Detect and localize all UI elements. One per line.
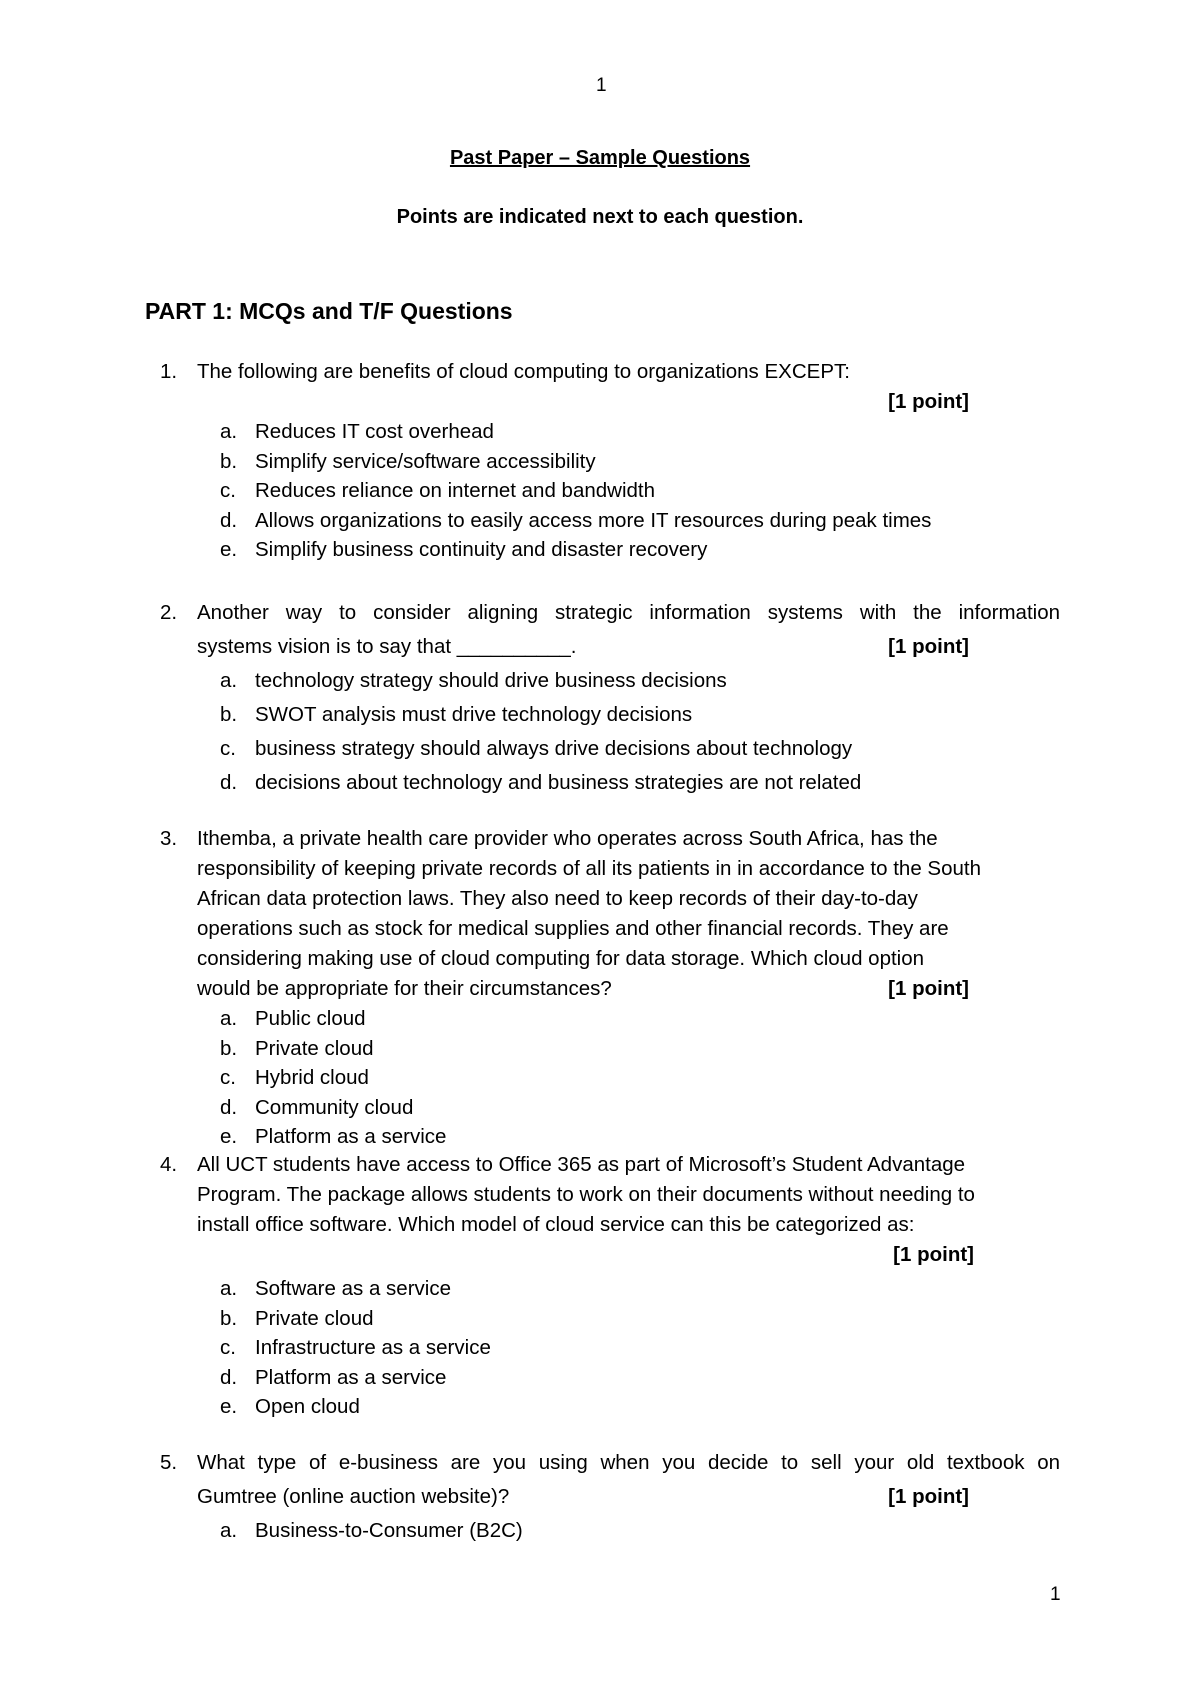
question-2: [160, 596, 1060, 800]
option-item: e. Platform as a service: [220, 1125, 447, 1148]
question-5: [160, 1446, 1060, 1548]
question-number: 3.: [160, 827, 178, 850]
option-item: c. Infrastructure as a service: [220, 1336, 491, 1359]
question-points: [1 point]: [888, 977, 969, 1000]
option-list: [160, 417, 1060, 565]
option-list: [160, 1270, 1060, 1422]
option-item: b. Private cloud: [220, 1306, 374, 1330]
paper-subtitle: Points are indicated next to each question.: [396, 206, 804, 228]
question-1: [160, 357, 1060, 565]
question-points: [1 point]: [888, 635, 969, 658]
question-3: [160, 824, 1060, 1152]
question-line: operations such as stock for medical supplies and other financial records. They are: [197, 917, 949, 940]
question-line: Ithemba, a private health care provider who operates across South Africa, has the: [197, 827, 938, 850]
option-item: e. Open cloud: [220, 1395, 360, 1418]
question-4: [160, 1150, 1060, 1422]
option-item: c. Hybrid cloud: [220, 1066, 369, 1089]
question-points: [1 point]: [893, 1243, 974, 1266]
option-list: [160, 1514, 1060, 1548]
option-list: [160, 664, 1060, 800]
question-points: [1 point]: [888, 1485, 969, 1508]
option-item: d. decisions about technology and business strategies are not related: [220, 771, 862, 794]
option-item: b. SWOT analysis must drive technology decisions: [220, 703, 693, 726]
option-item: d. Platform as a service: [220, 1365, 447, 1389]
question-line: All UCT students have access to Office 365 as part of Microsoft’s Student Advantage: [197, 1153, 966, 1176]
option-item: c. business strategy should always drive decisions about technology: [220, 737, 853, 760]
question-text-line-2: Gumtree (online auction website)?: [197, 1485, 510, 1508]
question-number: 4.: [160, 1153, 178, 1176]
question-text-line-1: Another way to consider aligning strategic information systems with the information: [197, 601, 1060, 624]
option-item: a. Business-to-Consumer (B2C): [220, 1519, 523, 1542]
option-item: a. Public cloud: [220, 1007, 366, 1030]
option-item: a. Software as a service: [220, 1277, 451, 1300]
option-item: b. Simplify service/software accessibility: [220, 449, 596, 473]
option-item: e. Simplify business continuity and disaster recovery: [220, 538, 708, 561]
question-text-line-1: What type of e-business are you using when you decide to sell your old textbook on: [197, 1451, 1060, 1474]
option-list: [160, 1004, 1060, 1152]
question-line: install office software. Which model of cloud service can this be categorized as:: [197, 1213, 915, 1236]
option-item: c. Reduces reliance on internet and bandwidth: [220, 479, 656, 502]
question-number: 5.: [160, 1451, 178, 1474]
question-line: Program. The package allows students to work on their documents without needing to: [197, 1183, 975, 1206]
option-item: d. Allows organizations to easily access more IT resources during peak times: [220, 508, 932, 532]
question-line: considering making use of cloud computing for data storage. Which cloud option: [197, 947, 925, 970]
footer-page-number: 1: [1050, 1584, 1061, 1605]
header-page-number: 1: [596, 75, 607, 96]
question-number: 2.: [160, 601, 178, 624]
paper-title: Past Paper – Sample Questions: [449, 147, 751, 169]
question-line: would be appropriate for their circumstances?: [197, 977, 612, 1000]
question-line: responsibility of keeping private records of all its patients in in accordance to the South: [197, 857, 981, 880]
question-text: The following are benefits of cloud computing to organizations EXCEPT:: [197, 360, 850, 383]
question-line: African data protection laws. They also need to keep records of their day-to-day: [197, 887, 918, 910]
option-item: a. Reduces IT cost overhead: [220, 420, 494, 443]
question-points: [1 point]: [888, 390, 969, 413]
question-number: 1.: [160, 360, 178, 383]
option-item: b. Private cloud: [220, 1036, 374, 1060]
part-heading: PART 1: MCQs and T/F Questions: [145, 298, 513, 324]
option-item: a. technology strategy should drive business decisions: [220, 669, 727, 692]
option-item: d. Community cloud: [220, 1095, 414, 1119]
question-text-line-2: systems vision is to say that __________.: [197, 635, 577, 658]
